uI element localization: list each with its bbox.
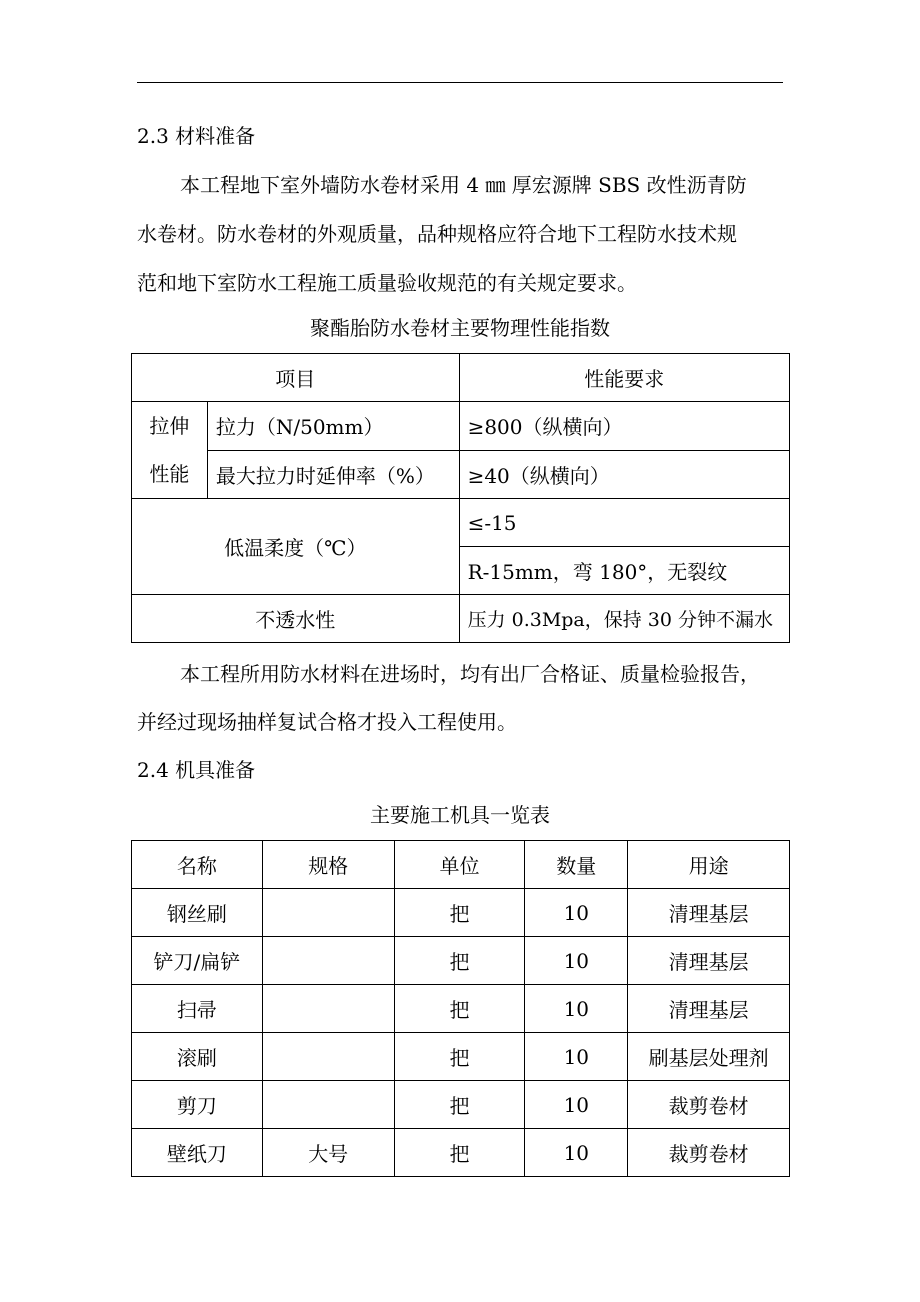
impermeability-label: 不透水性 bbox=[132, 595, 460, 643]
column-header-name: 名称 bbox=[132, 841, 263, 889]
tool-name: 滚刷 bbox=[132, 1033, 263, 1081]
paragraph-line: 本工程所用防水材料在进场时，均有出厂合格证、质量检验报告， bbox=[180, 662, 760, 686]
tool-use: 清理基层 bbox=[628, 985, 790, 1033]
table-row bbox=[132, 1033, 790, 1081]
table-row bbox=[132, 595, 790, 643]
tool-use: 清理基层 bbox=[628, 889, 790, 937]
tool-name: 剪刀 bbox=[132, 1081, 263, 1129]
group-label-bottom: 性能 bbox=[149, 462, 190, 486]
section-heading-2-3: 2.3 材料准备 bbox=[137, 124, 256, 148]
properties-table bbox=[131, 353, 790, 643]
tool-qty: 10 bbox=[525, 1081, 628, 1129]
column-header-spec: 规格 bbox=[262, 841, 394, 889]
paragraph-line: 水卷材。防水卷材的外观质量，品种规格应符合地下工程防水技术规 bbox=[137, 222, 737, 246]
tensile-group-cell bbox=[132, 402, 208, 499]
tool-spec bbox=[262, 1081, 394, 1129]
paragraph-line: 范和地下室防水工程施工质量验收规范的有关规定要求。 bbox=[137, 271, 637, 295]
tool-name: 扫帚 bbox=[132, 985, 263, 1033]
column-header-qty: 数量 bbox=[525, 841, 628, 889]
tool-qty: 10 bbox=[525, 1129, 628, 1177]
impermeability-value: 压力 0.3Mpa，保持 30 分钟不漏水 bbox=[459, 595, 789, 643]
table-row bbox=[132, 402, 790, 451]
table-row bbox=[132, 1129, 790, 1177]
low-temp-value-2: R-15mm，弯 180°，无裂纹 bbox=[459, 547, 789, 595]
tool-spec bbox=[262, 1033, 394, 1081]
tool-unit: 把 bbox=[394, 1081, 525, 1129]
tool-use: 清理基层 bbox=[628, 937, 790, 985]
tool-name: 壁纸刀 bbox=[132, 1129, 263, 1177]
paragraph-line: 本工程地下室外墙防水卷材采用 4 ㎜ 厚宏源牌 SBS 改性沥青防 bbox=[180, 173, 747, 197]
table-row bbox=[132, 985, 790, 1033]
tool-use: 刷基层处理剂 bbox=[628, 1033, 790, 1081]
elongation-value: ≥40（纵横向） bbox=[459, 450, 789, 499]
header-requirement: 性能要求 bbox=[459, 354, 789, 402]
tool-spec bbox=[262, 889, 394, 937]
table-header-row bbox=[132, 841, 790, 889]
tool-unit: 把 bbox=[394, 1129, 525, 1177]
tool-unit: 把 bbox=[394, 937, 525, 985]
column-header-unit: 单位 bbox=[394, 841, 525, 889]
tool-unit: 把 bbox=[394, 889, 525, 937]
tool-name: 铲刀/扁铲 bbox=[132, 937, 263, 985]
tool-use: 裁剪卷材 bbox=[628, 1081, 790, 1129]
tensile-label: 拉力（N/50mm） bbox=[207, 402, 459, 451]
tool-unit: 把 bbox=[394, 1033, 525, 1081]
tool-name: 钢丝刷 bbox=[132, 889, 263, 937]
section-heading-2-4: 2.4 机具准备 bbox=[137, 758, 256, 782]
column-header-use: 用途 bbox=[628, 841, 790, 889]
table-row bbox=[132, 354, 790, 402]
elongation-label: 最大拉力时延伸率（%） bbox=[207, 450, 459, 499]
table-row bbox=[132, 937, 790, 985]
tool-qty: 10 bbox=[525, 937, 628, 985]
tool-use: 裁剪卷材 bbox=[628, 1129, 790, 1177]
table-caption-tools: 主要施工机具一览表 bbox=[370, 803, 550, 827]
tool-qty: 10 bbox=[525, 1033, 628, 1081]
table-caption-properties: 聚酯胎防水卷材主要物理性能指数 bbox=[310, 316, 610, 340]
tool-spec bbox=[262, 937, 394, 985]
header-item: 项目 bbox=[132, 354, 460, 402]
paragraph-line: 并经过现场抽样复试合格才投入工程使用。 bbox=[137, 710, 517, 734]
table-row bbox=[132, 450, 790, 499]
tools-table bbox=[131, 840, 790, 1177]
table-row bbox=[132, 889, 790, 937]
tool-spec: 大号 bbox=[262, 1129, 394, 1177]
group-label-top: 拉伸 bbox=[149, 414, 190, 438]
table-row bbox=[132, 499, 790, 547]
tensile-value: ≥800（纵横向） bbox=[459, 402, 789, 451]
tool-unit: 把 bbox=[394, 985, 525, 1033]
low-temp-value-1: ≤-15 bbox=[459, 499, 789, 547]
low-temp-label: 低温柔度（℃） bbox=[132, 499, 460, 595]
tool-spec bbox=[262, 985, 394, 1033]
tool-qty: 10 bbox=[525, 889, 628, 937]
tool-qty: 10 bbox=[525, 985, 628, 1033]
table-row bbox=[132, 1081, 790, 1129]
header-rule bbox=[137, 82, 783, 83]
